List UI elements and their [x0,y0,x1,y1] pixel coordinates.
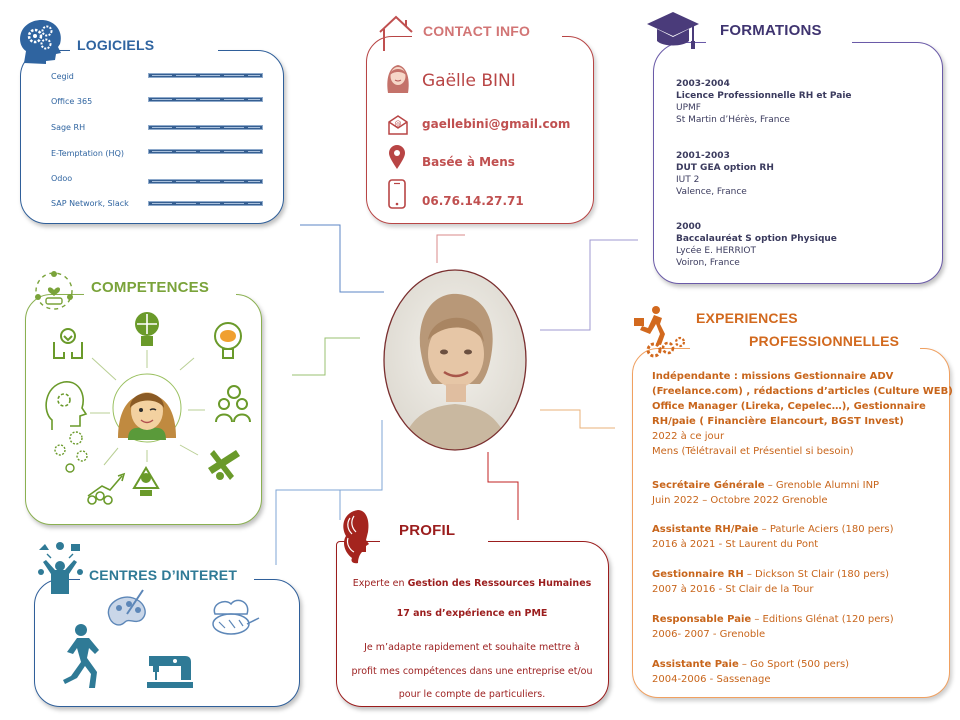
experience-current [652,369,953,459]
formation-school: IUT 2 [676,175,700,185]
profil-expertise: Gestion des Ressources Humaines [407,578,592,589]
interets-title: CENTRES D’INTERET [89,567,238,583]
profil-line-2: 17 ans d’expérience en PME [396,608,548,619]
formation-place: Voiron, France [676,258,740,268]
formation-years: 2003-2004 [676,79,730,89]
experience-role: Secrétaire Générale [652,480,765,491]
formations-title: FORMATIONS [720,22,822,39]
baking-icon [207,594,263,640]
experience-company: – Go Sport (500 pers) [738,659,850,670]
head-gear-icon [46,382,86,430]
software-label: SAP Network, Slack [51,199,129,208]
experience-entry [652,522,894,552]
profil-line-5: pour le compte de particuliers. [398,689,546,700]
competences-illustration [30,300,258,522]
svg-text:@: @ [394,120,402,128]
experience-place: Mens (Télétravail et Présentiel si besoin) [652,446,854,457]
avatar-icon [384,59,412,95]
phone-icon [388,179,406,209]
competences-title: COMPETENCES [91,279,210,296]
software-level-bar [148,179,263,184]
contact-phone[interactable]: 06.76.14.27.71 [422,194,524,208]
worker-gears-icon [632,304,686,360]
formation-entry [676,150,774,198]
woman-profile-icon [336,508,376,566]
formation-school: Lycée E. HERRIOT [676,246,757,256]
experience-date: 2004-2006 - Sassenage [652,674,771,685]
location-pin-icon [388,144,406,170]
growth-coins-icon [88,474,124,504]
experience-text: Office Manager (Lireka, Cepelec…), Gestionnaire [652,401,926,412]
experiences-title-line2: PROFESSIONNELLES [749,333,900,349]
interets-card [34,579,300,707]
contact-name: Gaëlle BINI [422,71,516,91]
sewing-machine-icon [145,650,193,690]
formation-degree: DUT GEA option RH [676,163,774,173]
software-label: Odoo [51,174,73,183]
logiciels-title: LOGICIELS [77,37,155,53]
graduation-cap-icon [645,10,701,52]
brain-bulb-icon [215,323,241,358]
group-people-icon [216,386,250,422]
experience-company: – Dickson St Clair (180 pers) [743,569,889,580]
home-icon [378,14,414,52]
software-level-bar [148,201,263,206]
formation-entry [676,221,837,269]
profil-prefix: Experte en [352,578,408,589]
experience-date: 2006- 2007 - Grenoble [652,629,766,640]
formation-degree: Baccalauréat S option Physique [676,234,837,244]
puzzle-bulb-icon [135,312,159,346]
contact-location: Basée à Mens [422,155,515,169]
logiciels-card [20,50,284,224]
care-hands-icon [54,329,82,358]
software-label: Cegid [51,72,74,81]
formation-school: UPMF [676,103,701,113]
network-gears-icon [55,432,87,472]
profil-title: PROFIL [399,522,456,539]
formation-place: St Martin d’Hérès, France [676,115,790,125]
profil-line-3: Je m’adapte rapidement et souhaite mettre à [364,642,580,653]
email-icon [386,113,410,137]
experiences-title-line1: EXPERIENCES [696,310,798,326]
experience-date: 2007 à 2016 - St Clair de la Tour [652,584,814,595]
experience-role: Gestionnaire RH [652,569,744,580]
experience-date: 2016 à 2021 - St Laurent du Pont [652,539,819,550]
formation-place: Valence, France [676,187,747,197]
experience-role: Responsable Paie [652,614,752,625]
experience-company: – Grenoble Alumni INP [764,480,880,491]
juggling-person-icon [33,540,87,596]
contact-card [366,36,594,224]
profil-card [336,541,609,707]
software-label: E-Temptation (HQ) [51,149,124,158]
formation-degree: Licence Professionnelle RH et Paie [676,91,852,101]
experience-text: RH/paie ( Financière Elancourt, BGST Invest) [652,416,904,427]
runner-icon [55,622,99,692]
experiences-card [632,348,953,698]
experience-text: Indépendante : missions Gestionnaire ADV [652,371,894,382]
software-level-bar [148,97,263,102]
software-level-bar [148,125,263,130]
software-label: Office 365 [51,97,93,106]
profil-line-1 [337,578,607,589]
experience-text: (Freelance.com) , rédactions d’articles (Culture WEB) [652,386,953,397]
person-center-icon [113,374,181,442]
experience-company: – Paturle Aciers (180 pers) [758,524,894,535]
software-level-bar [148,73,263,78]
profile-photo [380,266,530,454]
palette-icon [105,588,151,628]
tools-icon [208,450,240,480]
recycle-icon [134,468,158,496]
formation-years: 2001-2003 [676,151,730,161]
experience-entry [652,657,849,687]
software-label: Sage RH [51,123,86,132]
experience-entry [652,478,879,508]
contact-email[interactable]: gaellebini@gmail.com [422,117,571,131]
experience-role: Assistante RH/Paie [652,524,759,535]
experience-entry [652,612,894,642]
experience-entry [652,567,889,597]
contact-title: CONTACT INFO [423,23,531,39]
experience-role: Assistante Paie [652,659,739,670]
software-level-bar [148,149,263,154]
formation-entry [676,78,852,126]
experience-date: Juin 2022 – Octobre 2022 Grenoble [652,495,828,506]
experience-company: – Editions Glénat (120 pers) [751,614,894,625]
head-gears-icon [18,17,64,65]
profil-line-4: profit mes compétences dans une entreprise et/ou [351,666,593,677]
formation-years: 2000 [676,222,702,232]
experience-date: 2022 à ce jour [652,431,725,442]
formations-card [653,42,943,284]
